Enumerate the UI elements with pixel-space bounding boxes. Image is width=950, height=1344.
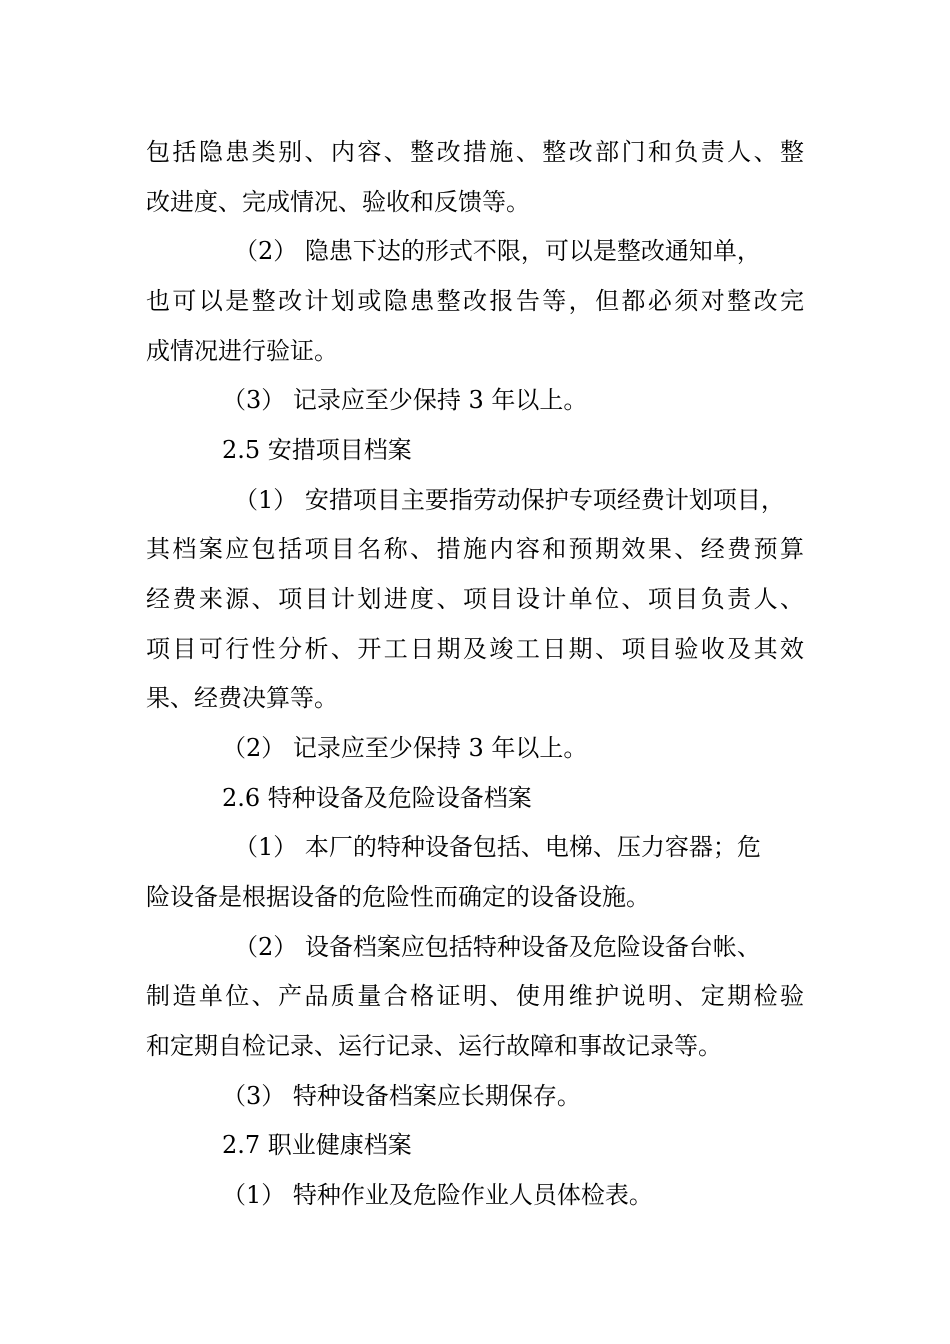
paragraph-line: 改进度、完成情况、验收和反馈等。 (146, 188, 530, 216)
paragraph-line: 和定期自检记录、运行记录、运行故障和事故记录等。 (146, 1032, 722, 1060)
paragraph-line: 项目可行性分析、开工日期及竣工日期、项目验收及其效 (146, 635, 804, 663)
paragraph-line: 成情况进行验证。 (146, 337, 338, 365)
list-item-line: （3） 记录应至少保持 3 年以上。 (222, 386, 588, 414)
paragraph-line: 制造单位、产品质量合格证明、使用维护说明、定期检验 (146, 982, 804, 1010)
paragraph-line: 险设备是根据设备的危险性而确定的设备设施。 (146, 883, 650, 911)
list-item-line: （2） 隐患下达的形式不限，可以是整改通知单， (234, 237, 761, 265)
list-item-line: （1） 本厂的特种设备包括、电梯、压力容器；危 (234, 833, 761, 861)
list-item-line: （2） 设备档案应包括特种设备及危险设备台帐、 (234, 933, 761, 961)
list-item-line: （2） 记录应至少保持 3 年以上。 (222, 734, 588, 762)
section-heading: 2.6 特种设备及危险设备档案 (222, 784, 532, 812)
section-heading: 2.5 安措项目档案 (222, 436, 412, 464)
paragraph-line: 也可以是整改计划或隐患整改报告等，但都必须对整改完 (146, 287, 804, 315)
paragraph-line: 果、经费决算等。 (146, 684, 338, 712)
list-item-line: （3） 特种设备档案应长期保存。 (222, 1082, 581, 1110)
paragraph-line: 包括隐患类别、内容、整改措施、整改部门和负责人、整 (146, 138, 804, 166)
paragraph-line: 其档案应包括项目名称、措施内容和预期效果、经费预算 (146, 535, 804, 563)
section-heading: 2.7 职业健康档案 (222, 1131, 412, 1159)
list-item-line: （1） 特种作业及危险作业人员体检表。 (222, 1181, 653, 1209)
paragraph-line: 经费来源、项目计划进度、项目设计单位、项目负责人、 (146, 585, 804, 613)
list-item-line: （1） 安措项目主要指劳动保护专项经费计划项目， (234, 486, 785, 514)
